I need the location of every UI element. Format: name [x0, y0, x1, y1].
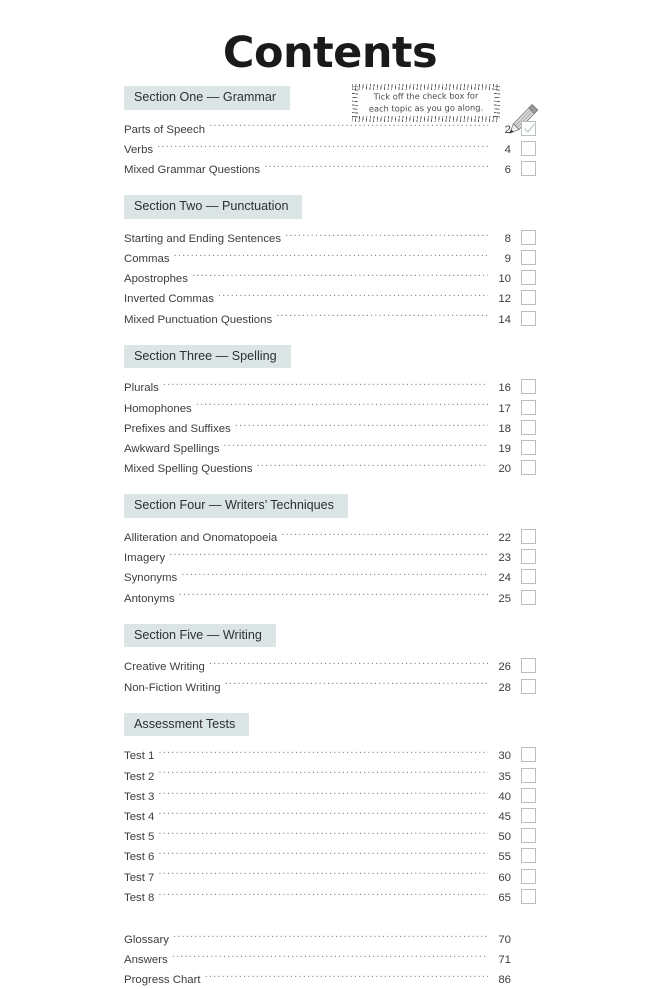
- contents-entry[interactable]: [124, 805, 536, 825]
- entry-page-number: 30: [498, 750, 511, 763]
- entry-checkbox[interactable]: [521, 270, 536, 285]
- entry-checkbox[interactable]: [521, 141, 536, 156]
- entry-checkbox-placeholder: [521, 931, 536, 946]
- entry-page-number: 20: [498, 463, 511, 476]
- entry-page-number: 26: [498, 661, 511, 674]
- section-header: Assessment Tests: [124, 713, 249, 737]
- dot-leader: [173, 932, 488, 943]
- entry-page-number: 40: [498, 790, 511, 803]
- entry-label: Imagery: [124, 552, 166, 565]
- entry-page-number: 86: [498, 974, 511, 987]
- entry-checkbox[interactable]: [521, 747, 536, 762]
- entry-label: Awkward Spellings: [124, 443, 220, 456]
- entry-page-number: 16: [498, 382, 511, 395]
- dot-leader: [264, 162, 488, 173]
- dot-leader: [276, 312, 488, 323]
- contents-entry[interactable]: [124, 928, 536, 948]
- section-entries: [124, 118, 536, 179]
- dot-leader: [196, 401, 488, 412]
- entry-checkbox[interactable]: [521, 889, 536, 904]
- dot-leader: [209, 122, 488, 133]
- contents-entry[interactable]: [124, 587, 536, 607]
- back-matter-entries: [124, 928, 536, 989]
- section-entries: [124, 376, 536, 477]
- contents-entry[interactable]: [124, 825, 536, 845]
- section-header: Section Two — Punctuation: [124, 195, 302, 219]
- entry-page-number: 22: [498, 532, 511, 545]
- dot-leader: [158, 769, 488, 780]
- entry-page-number: 55: [498, 851, 511, 864]
- entry-page-number: 18: [498, 422, 511, 435]
- entry-label: Progress Chart: [124, 974, 201, 987]
- dot-leader: [172, 952, 488, 963]
- dot-leader: [163, 380, 488, 391]
- section-header-wrap: [124, 713, 536, 737]
- section-header-wrap: [124, 345, 536, 369]
- entry-page-number: 50: [498, 831, 511, 844]
- entry-page-number: 24: [498, 572, 511, 585]
- dot-leader: [174, 251, 488, 262]
- contents-entry[interactable]: [124, 417, 536, 437]
- dot-leader: [257, 461, 488, 472]
- section-header: Section Four — Writers’ Techniques: [124, 494, 348, 518]
- entry-label: Mixed Spelling Questions: [124, 463, 253, 476]
- entry-label: Alliteration and Onomatopoeia: [124, 532, 278, 545]
- section-header-wrap: [124, 195, 536, 219]
- entry-checkbox[interactable]: [521, 590, 536, 605]
- entry-page-number: 12: [498, 293, 511, 306]
- contents-entry[interactable]: [124, 526, 536, 546]
- callout-line-2: each topic as you go along.: [368, 102, 484, 114]
- entry-checkbox-placeholder: [521, 951, 536, 966]
- entry-page-number: 65: [498, 891, 511, 904]
- section-gap: [124, 906, 536, 928]
- entry-label: Test 4: [124, 811, 155, 824]
- entry-checkbox-placeholder: [521, 971, 536, 986]
- entry-label: Synonyms: [124, 572, 178, 585]
- section-header: Section Three — Spelling: [124, 345, 291, 369]
- contents-entry[interactable]: [124, 287, 536, 307]
- contents-entry[interactable]: [124, 948, 536, 968]
- section-gap: [124, 696, 536, 713]
- dot-leader: [158, 809, 488, 820]
- section-header-wrap: [124, 624, 536, 648]
- dot-leader: [179, 591, 488, 602]
- entry-checkbox[interactable]: [521, 230, 536, 245]
- dot-leader: [169, 550, 488, 561]
- entry-checkbox[interactable]: [521, 420, 536, 435]
- section-entries: [124, 526, 536, 607]
- contents-entry[interactable]: [124, 845, 536, 865]
- entry-label: Test 3: [124, 790, 155, 803]
- contents-entry[interactable]: [124, 308, 536, 328]
- entry-checkbox[interactable]: [521, 808, 536, 823]
- entry-checkbox[interactable]: [521, 290, 536, 305]
- entry-checkbox[interactable]: [521, 400, 536, 415]
- contents-entry[interactable]: [124, 158, 536, 178]
- entry-label: Inverted Commas: [124, 293, 214, 306]
- contents-entry[interactable]: [124, 676, 536, 696]
- section-gap: [124, 477, 536, 494]
- contents-entry[interactable]: [124, 247, 536, 267]
- entry-checkbox[interactable]: [521, 569, 536, 584]
- entry-label: Test 8: [124, 891, 155, 904]
- entry-checkbox[interactable]: [521, 768, 536, 783]
- entry-label: Antonyms: [124, 592, 175, 605]
- entry-page-number: 23: [498, 552, 511, 565]
- entry-label: Parts of Speech: [124, 123, 206, 136]
- contents-entry[interactable]: [124, 267, 536, 287]
- section-header: Section Five — Writing: [124, 624, 276, 648]
- entry-checkbox[interactable]: [521, 679, 536, 694]
- entry-checkbox[interactable]: [521, 440, 536, 455]
- dot-leader: [218, 291, 488, 302]
- entry-page-number: 71: [498, 954, 511, 967]
- entry-page-number: 60: [498, 871, 511, 884]
- dot-leader: [157, 142, 488, 153]
- contents-entry[interactable]: [124, 968, 536, 988]
- dot-leader: [209, 659, 488, 670]
- contents-entry[interactable]: [124, 457, 536, 477]
- dot-leader: [158, 870, 488, 881]
- entry-checkbox[interactable]: [521, 788, 536, 803]
- contents-entry[interactable]: [124, 566, 536, 586]
- dot-leader: [158, 890, 488, 901]
- entry-page-number: 17: [498, 402, 511, 415]
- entry-label: Commas: [124, 253, 170, 265]
- dot-leader: [205, 972, 488, 983]
- entry-label: Glossary: [124, 934, 169, 947]
- section-header-wrap: [124, 86, 536, 110]
- entry-checkbox[interactable]: [521, 161, 536, 176]
- entry-label: Mixed Grammar Questions: [124, 164, 261, 176]
- entry-label: Non-Fiction Writing: [124, 681, 221, 694]
- section-header-wrap: [124, 494, 536, 518]
- entry-page-number: 14: [498, 313, 511, 326]
- contents-entry[interactable]: [124, 744, 536, 764]
- entry-label: Test 5: [124, 831, 155, 844]
- entry-label: Test 7: [124, 871, 155, 884]
- section-entries: [124, 227, 536, 328]
- entry-page-number: 25: [498, 592, 511, 605]
- contents-entry[interactable]: [124, 886, 536, 906]
- contents-entry[interactable]: [124, 376, 536, 396]
- entry-label: Test 6: [124, 851, 155, 864]
- contents-entry[interactable]: [124, 138, 536, 158]
- contents-entry[interactable]: [124, 655, 536, 675]
- section-gap: [124, 178, 536, 195]
- entry-page-number: 45: [498, 811, 511, 824]
- entry-checkbox[interactable]: [521, 848, 536, 863]
- entry-checkbox[interactable]: [521, 250, 536, 265]
- contents-entry[interactable]: [124, 397, 536, 417]
- entry-checkbox[interactable]: [521, 121, 536, 136]
- entry-page-number: 70: [498, 934, 511, 947]
- callout-line-1: Tick off the check box for: [373, 90, 479, 102]
- entry-label: Answers: [124, 954, 168, 967]
- entry-checkbox[interactable]: [521, 869, 536, 884]
- dot-leader: [158, 829, 488, 840]
- contents-entry[interactable]: [124, 227, 536, 247]
- section-gap: [124, 328, 536, 345]
- entry-page-number: 10: [498, 273, 511, 286]
- section-entries: [124, 655, 536, 695]
- check-icon: [523, 122, 536, 135]
- entry-page-number: 2: [504, 123, 511, 136]
- entry-label: Plurals: [124, 382, 159, 395]
- entry-label: Apostrophes: [124, 273, 188, 286]
- entry-page-number: 9: [504, 253, 511, 265]
- entry-label: Prefixes and Suffixes: [124, 422, 231, 435]
- dot-leader: [225, 680, 488, 691]
- entry-checkbox[interactable]: [521, 460, 536, 475]
- dot-leader: [192, 271, 488, 282]
- page-title: Contents: [222, 28, 438, 78]
- entry-label: Mixed Punctuation Questions: [124, 313, 273, 326]
- section-entries: [124, 744, 536, 906]
- entry-label: Creative Writing: [124, 661, 205, 674]
- dot-leader: [158, 748, 488, 759]
- section-gap: [124, 607, 536, 624]
- entry-checkbox[interactable]: [521, 311, 536, 326]
- entry-label: Starting and Ending Sentences: [124, 232, 282, 245]
- dot-leader: [181, 570, 488, 581]
- contents-entry[interactable]: [124, 546, 536, 566]
- entry-label: Test 1: [124, 750, 155, 763]
- contents-entry[interactable]: [124, 437, 536, 457]
- entry-page-number: 6: [504, 164, 511, 176]
- entry-checkbox[interactable]: [521, 549, 536, 564]
- dot-leader: [158, 789, 488, 800]
- entry-page-number: 19: [498, 443, 511, 456]
- dot-leader: [281, 530, 488, 541]
- entry-label: Homophones: [124, 402, 192, 415]
- entry-label: Test 2: [124, 770, 155, 783]
- dot-leader: [223, 441, 488, 452]
- entry-page-number: 28: [498, 681, 511, 694]
- section-header: Section One — Grammar: [124, 86, 290, 110]
- dot-leader: [285, 231, 488, 242]
- entry-checkbox[interactable]: [521, 658, 536, 673]
- entry-page-number: 4: [504, 143, 511, 156]
- entry-checkbox[interactable]: [521, 529, 536, 544]
- contents-list: [124, 86, 536, 989]
- contents-entry[interactable]: [124, 866, 536, 886]
- entry-page-number: 8: [504, 232, 511, 245]
- dot-leader: [235, 421, 488, 432]
- contents-entry[interactable]: [124, 785, 536, 805]
- contents-entry[interactable]: [124, 765, 536, 785]
- entry-label: Verbs: [124, 143, 154, 156]
- entry-checkbox[interactable]: [521, 828, 536, 843]
- contents-entry[interactable]: [124, 118, 536, 138]
- entry-checkbox[interactable]: [521, 379, 536, 394]
- dot-leader: [158, 849, 488, 860]
- entry-page-number: 35: [498, 770, 511, 783]
